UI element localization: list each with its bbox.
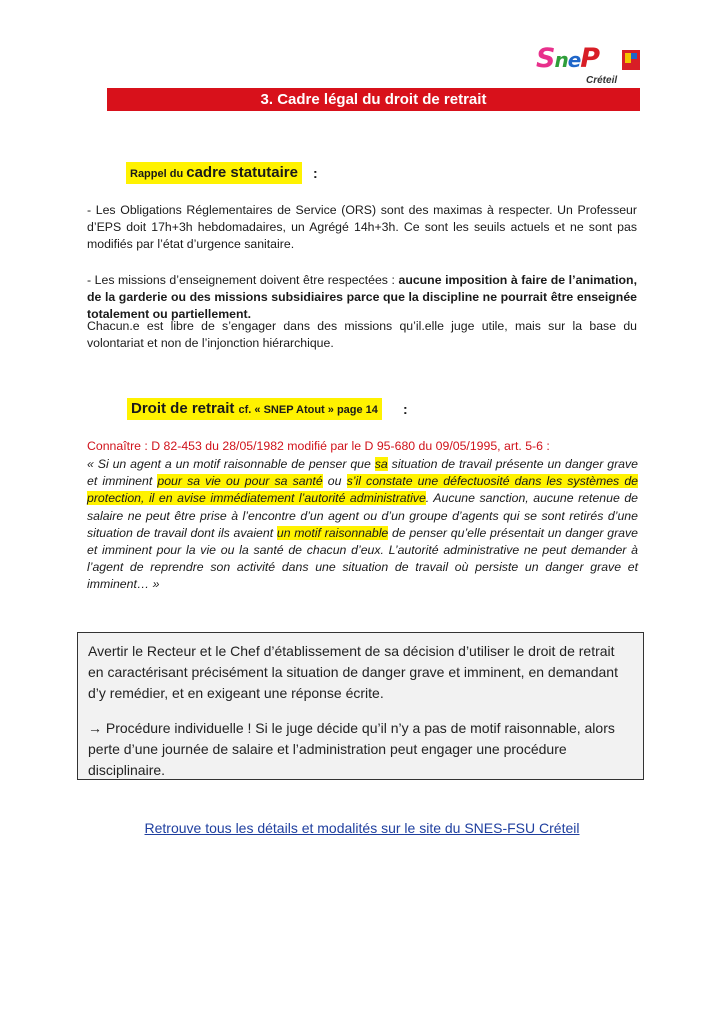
paragraph-missions [87, 272, 637, 323]
paragraph-volontariat: Chacun.e est libre de s’engager dans des missions qu’il.elle juge utile, mais sur la base du volontariat et non de l’injonction hiérarchique. [87, 319, 637, 350]
paragraph-ors: - Les Obligations Réglementaires de Service (ORS) sont des maximas à respecter. Un Professeur d’EPS doit 17h+3h hebdomadaires, un Agrégé 14h+3h. Ce sont les seuils actuels et ne sont pas modifiés par l’état d’urgence sanitaire. [87, 203, 637, 251]
decree-quote [87, 456, 638, 594]
heading-prefix: Rappel du [130, 168, 184, 180]
missions-bold: aucune imposition à faire de l’animation, de la garderie ou des missions subsidiaires parce que la discipline ne pourrait être enseignée totalement ou partiellement. [87, 273, 637, 321]
procedure-box [77, 632, 644, 780]
snes-fsu-link[interactable]: Retrouve tous les détails et modalités sur le site du SNES-FSU Créteil [144, 820, 580, 836]
logo-subtitle: Créteil [586, 75, 618, 86]
quote-text: « Si un agent a un motif raisonnable de penser que [87, 457, 375, 471]
heading-colon: : [313, 165, 318, 181]
fsu-flag-icon [622, 50, 640, 70]
quote-text: de penser qu’elle présentait un danger grave et imminent pour la vie ou la santé de chacun d’eux. L’autorité administrative ne peut demander à l’agent de reprendre son activité dans une situation de travail où persiste un danger grave et imminent… » [87, 525, 638, 592]
section-heading-retrait [127, 398, 382, 420]
quote-text: situation de travail présente un danger grave et imminent [87, 457, 638, 489]
logo-letter-p: P [580, 43, 600, 74]
page-title: 3. Cadre légal du droit de retrait [107, 88, 640, 111]
quote-highlight: un motif raisonnable [276, 525, 389, 540]
quote-text: ou [322, 474, 347, 489]
logo-letter-s: S [536, 43, 555, 74]
logo-letter-n: n [554, 48, 568, 72]
arrow-icon: → [88, 720, 102, 736]
logo-wordmark [536, 44, 599, 75]
quote-highlight: sa [374, 457, 388, 471]
box-text: Procédure individuelle ! Si le juge décide qu’il n’y a pas de motif raisonnable, alors perte d’une journée de salaire et l’administration peut engager une procédure disciplinaire. [88, 720, 615, 778]
logo-letter-e: e [567, 48, 581, 72]
quote-text: . Aucune sanction, aucune retenue de salaire ne peut être prise à l’encontre d’un agent ou d’un groupe d’agents qui se sont retirés d’une situation de travail dont ils avaient [87, 491, 638, 540]
legal-reference: Connaître : D 82-453 du 28/05/1982 modifié par le D 95-680 du 09/05/1995, art. 5-6 : [87, 439, 550, 453]
heading-reference: cf. « SNEP Atout » page 14 [238, 404, 378, 416]
heading-colon: : [403, 401, 408, 417]
missions-text: - Les missions d’enseignement doivent être respectées : [87, 273, 399, 287]
heading-main: Droit de retrait [131, 400, 235, 417]
box-paragraph [88, 718, 633, 781]
quote-highlight: s’il constate une défectuosité dans les systèmes de protection [87, 474, 638, 506]
box-paragraph: Avertir le Recteur et le Chef d’établissement de sa décision d’utiliser le droit de retrait en caractérisant précisément la situation de danger grave et imminent, en demandant d’y remédier, et en exigeant une réponse écrite. [88, 643, 618, 701]
quote-highlight: pour sa vie ou pour sa santé [157, 474, 323, 489]
heading-main: cadre statutaire [186, 164, 298, 181]
quote-highlight: , il en avise immédiatement l’autorité administrative [141, 491, 426, 506]
snep-logo [536, 44, 648, 92]
section-heading-statutaire [126, 162, 302, 184]
